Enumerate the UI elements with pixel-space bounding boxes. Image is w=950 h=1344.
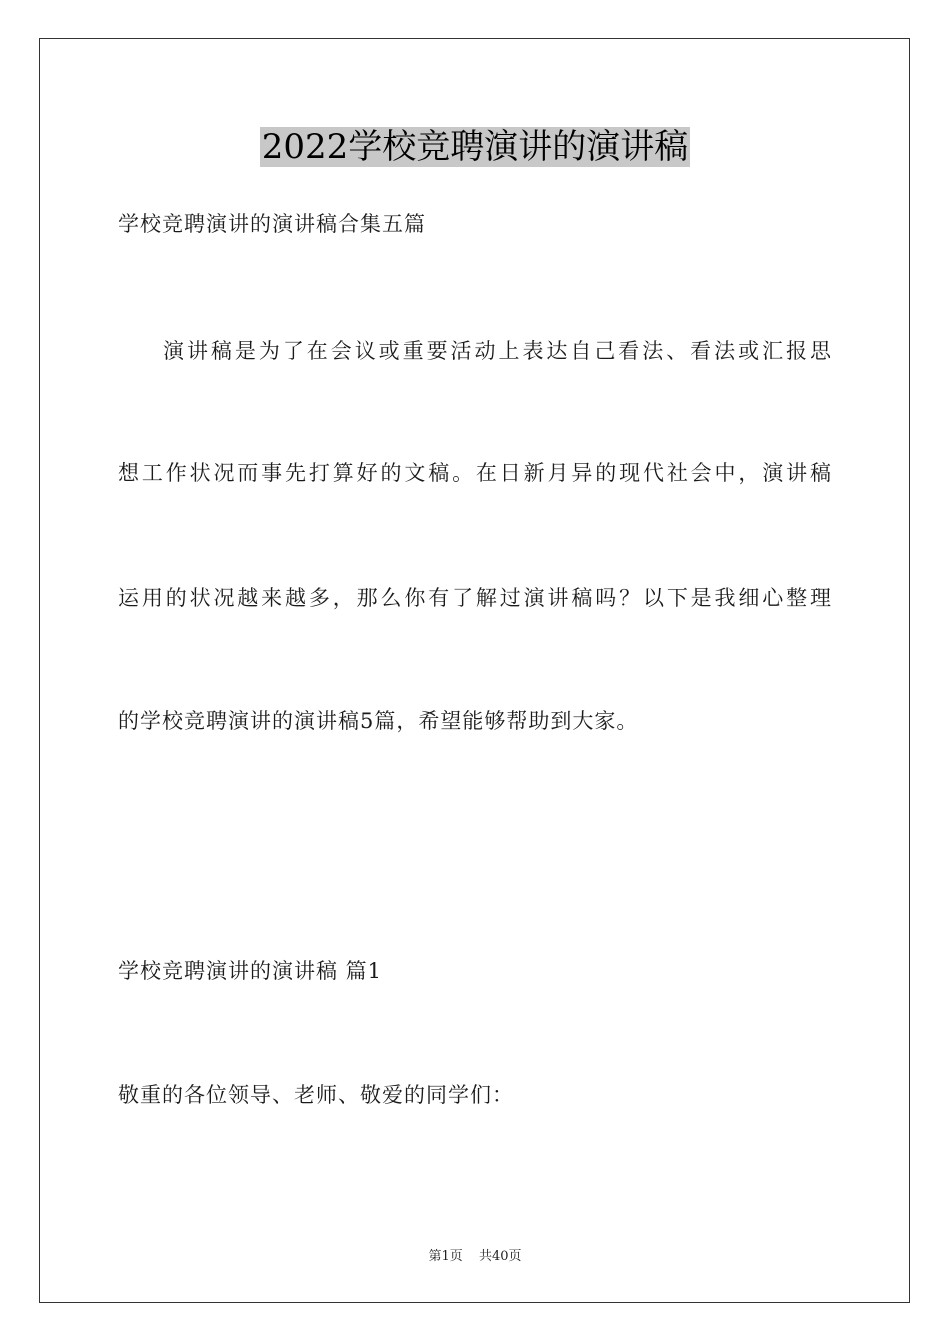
document-subtitle: 学校竞聘演讲的演讲稿合集五篇 bbox=[118, 212, 426, 236]
page-total: 共40页 bbox=[478, 1249, 522, 1264]
title-container bbox=[0, 127, 950, 167]
page-number: 第1页 bbox=[428, 1249, 463, 1264]
intro-line-3: 运用的状况越来越多，那么你有了解过演讲稿吗？以下是我细心整理 bbox=[118, 586, 832, 610]
intro-line-2: 想工作状况而事先打算好的文稿。在日新月异的现代社会中，演讲稿 bbox=[118, 461, 832, 485]
intro-line-4: 的学校竞聘演讲的演讲稿5篇，希望能够帮助到大家。 bbox=[118, 709, 639, 733]
page-footer bbox=[0, 1248, 950, 1266]
section-heading: 学校竞聘演讲的演讲稿 篇1 bbox=[118, 959, 383, 983]
salutation: 敬重的各位领导、老师、敬爱的同学们： bbox=[118, 1083, 514, 1107]
document-title: 2022学校竞聘演讲的演讲稿 bbox=[261, 127, 689, 167]
intro-line-1: 演讲稿是为了在会议或重要活动上表达自己看法、看法或汇报思 bbox=[163, 339, 832, 363]
